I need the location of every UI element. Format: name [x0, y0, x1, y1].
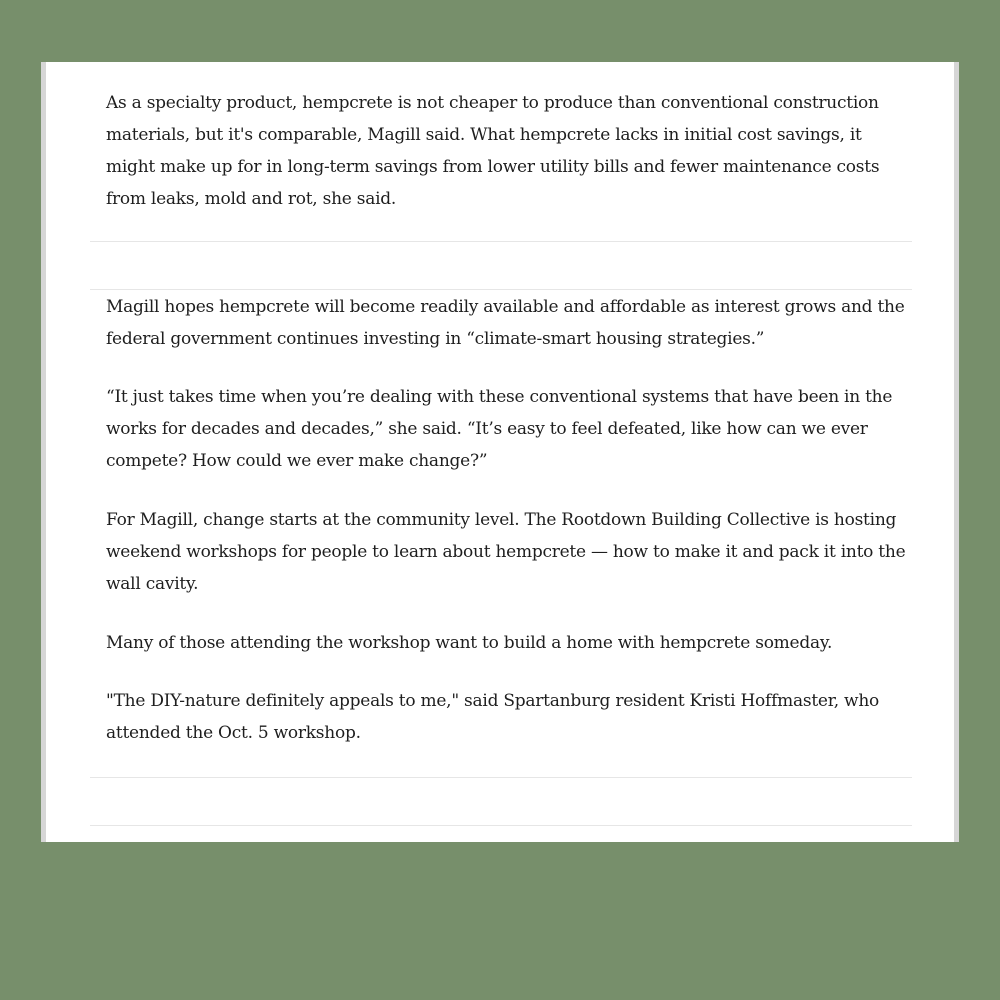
article-card: [41, 62, 959, 842]
divider: [90, 289, 912, 290]
article-paragraph: “It just takes time when you’re dealing with these conventional systems that have been in the works for decades and decades,” she said. “It’s easy to feel defeated, like how can we ever compete? How could we ever make change?”: [106, 387, 893, 471]
divider: [90, 777, 912, 778]
article-paragraph: Many of those attending the workshop want to build a home with hempcrete someday.: [106, 633, 833, 653]
article-paragraph: As a specialty product, hempcrete is not cheaper to produce than conventional construction materials, but it's comparable, Magill said. What hempcrete lacks in initial cost savings, it might make up for in long-term savings from lower utility bills and fewer maintenance costs from leaks, mold and rot, she said.: [106, 93, 880, 209]
article-paragraph: Magill hopes hempcrete will become readily available and affordable as interest grows and the federal government continues investing in “climate-smart housing strategies.”: [106, 297, 905, 349]
divider: [90, 825, 912, 826]
article-paragraph: "The DIY-nature definitely appeals to me," said Spartanburg resident Kristi Hoffmaster, who attended the Oct. 5 workshop.: [106, 691, 880, 743]
article-paragraph: For Magill, change starts at the community level. The Rootdown Building Collective is hosting weekend workshops for people to learn about hempcrete — how to make it and pack it into the wall cavity.: [106, 510, 906, 594]
divider: [90, 241, 912, 242]
